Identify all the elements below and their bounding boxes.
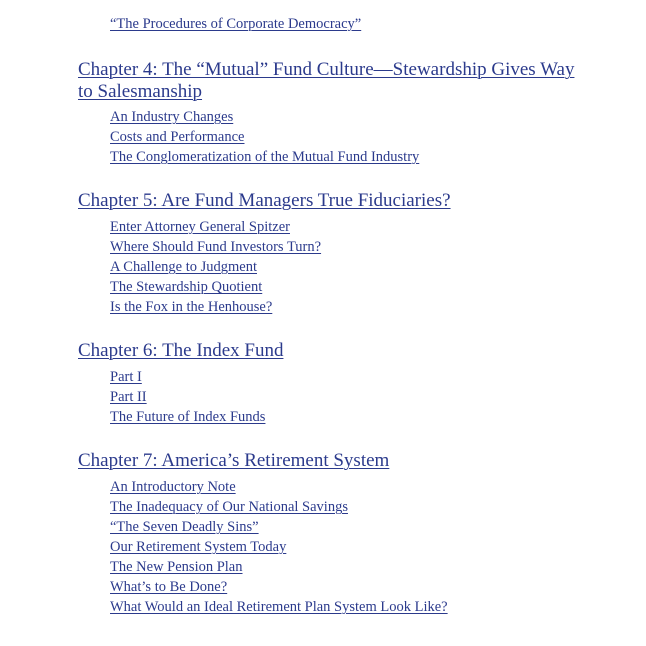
chapter-6-link[interactable]: Chapter 6: The Index Fund xyxy=(78,340,284,361)
section-link-costs-and-performance[interactable]: Costs and Performance xyxy=(110,129,245,145)
section-link-fox-in-the-henhouse[interactable]: Is the Fox in the Henhouse? xyxy=(110,299,273,315)
section-link-enter-attorney-general-spitzer[interactable]: Enter Attorney General Spitzer xyxy=(110,219,290,235)
section-link-conglomeratization[interactable]: The Conglomeratization of the Mutual Fund Industry xyxy=(110,149,420,165)
section-link-the-new-pension-plan[interactable]: The New Pension Plan xyxy=(110,559,243,575)
section-link-whats-to-be-done[interactable]: What’s to Be Done? xyxy=(110,579,228,595)
section-link-an-industry-changes[interactable]: An Industry Changes xyxy=(110,109,234,125)
section-link-an-introductory-note[interactable]: An Introductory Note xyxy=(110,479,236,495)
chapter-7-link[interactable]: Chapter 7: America’s Retirement System xyxy=(78,450,390,471)
section-link-our-retirement-system-today[interactable]: Our Retirement System Today xyxy=(110,539,287,555)
section-link-inadequacy-of-national-savings[interactable]: The Inadequacy of Our National Savings xyxy=(110,499,348,515)
section-link-part-i[interactable]: Part I xyxy=(110,369,142,385)
chapter-4-link[interactable]: Chapter 4: The “Mutual” Fund Culture—Stewardship Gives Way to Salesmanship xyxy=(78,59,575,102)
toc-link-procedures-of-corporate-democracy[interactable]: “The Procedures of Corporate Democracy” xyxy=(110,16,362,32)
chapter-5-link[interactable]: Chapter 5: Are Fund Managers True Fiduciaries? xyxy=(78,190,451,211)
section-link-ideal-retirement-plan-system[interactable]: What Would an Ideal Retirement Plan System Look Like? xyxy=(110,599,448,615)
section-link-future-of-index-funds[interactable]: The Future of Index Funds xyxy=(110,409,266,425)
section-link-the-stewardship-quotient[interactable]: The Stewardship Quotient xyxy=(110,279,263,295)
section-link-seven-deadly-sins[interactable]: “The Seven Deadly Sins” xyxy=(110,519,259,535)
section-link-part-ii[interactable]: Part II xyxy=(110,389,147,405)
section-link-a-challenge-to-judgment[interactable]: A Challenge to Judgment xyxy=(110,259,257,275)
section-link-where-should-fund-investors-turn[interactable]: Where Should Fund Investors Turn? xyxy=(110,239,322,255)
